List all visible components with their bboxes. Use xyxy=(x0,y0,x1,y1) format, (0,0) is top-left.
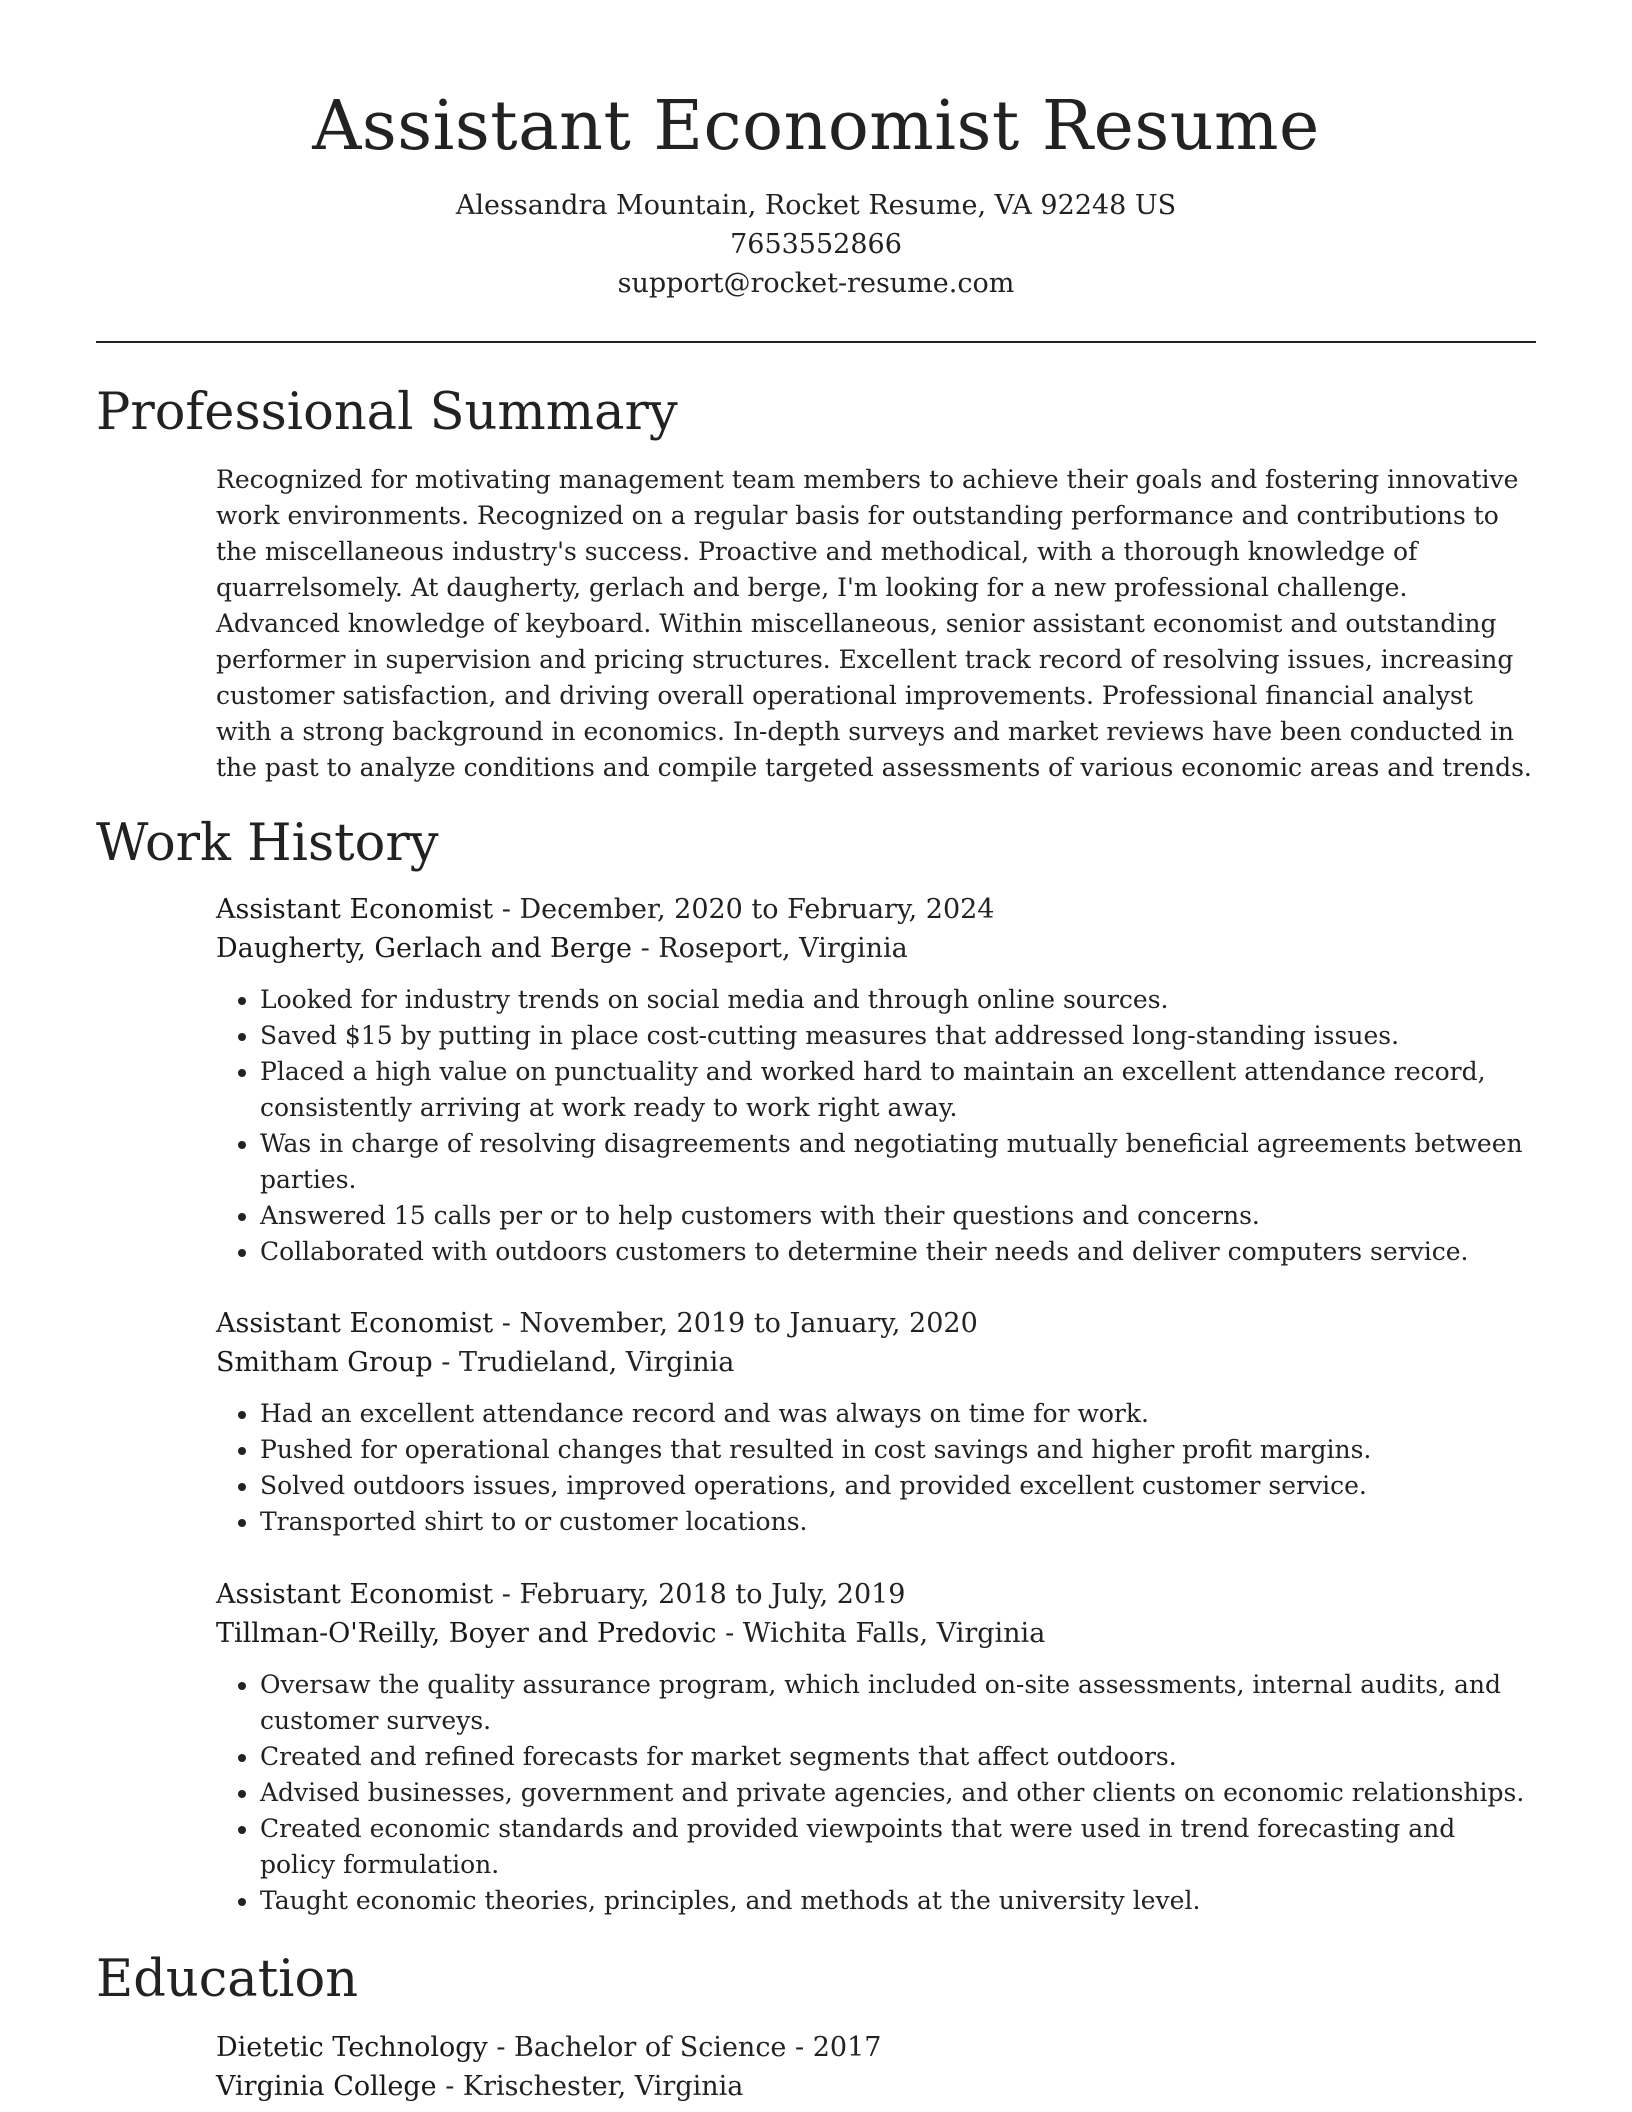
job-bullet: • Saved $15 by putting in place cost-cutting measures that addressed long-standing issues. xyxy=(260,1018,1536,1054)
education-degree: - Bachelor of Science xyxy=(487,2032,787,2063)
education-year: - 2017 xyxy=(786,2032,882,2063)
job-bullet: • Created economic standards and provided viewpoints that were used in trend forecasting and policy formulation. xyxy=(260,1811,1536,1883)
job-entry xyxy=(216,1575,1536,1919)
job-bullet: • Placed a high value on punctuality and worked hard to maintain an excellent attendance record, consistently arriving at work ready to work right away. xyxy=(260,1054,1536,1126)
job-location: - Roseport, Virginia xyxy=(632,933,908,964)
job-bullet: • Solved outdoors issues, improved operations, and provided excellent customer service. xyxy=(260,1468,1536,1504)
job-bullet: • Looked for industry trends on social media and through online sources. xyxy=(260,982,1536,1018)
job-location: - Trudieland, Virginia xyxy=(432,1347,735,1378)
job-bullet: • Taught economic theories, principles, and methods at the university level. xyxy=(260,1883,1536,1919)
education-school: Virginia College xyxy=(216,2071,437,2102)
job-bullet: • Advised businesses, government and private agencies, and other clients on economic relationships. xyxy=(260,1775,1536,1811)
job-dates: - November, 2019 to January, 2020 xyxy=(493,1308,978,1339)
job-company: Daugherty, Gerlach and Berge xyxy=(216,933,632,964)
education-school-line xyxy=(216,2067,1536,2106)
job-title-line xyxy=(216,1575,1536,1614)
job-bullets xyxy=(216,1396,1536,1540)
contact-email: support@rocket-resume.com xyxy=(617,268,1015,299)
job-bullet: • Collaborated with outdoors customers to determine their needs and deliver computers service. xyxy=(260,1234,1536,1270)
job-bullet: • Pushed for operational changes that resulted in cost savings and higher profit margins. xyxy=(260,1432,1536,1468)
job-title: Assistant Economist xyxy=(216,894,494,925)
education-entry xyxy=(216,2028,1536,2106)
job-bullet: • Created and refined forecasts for market segments that affect outdoors. xyxy=(260,1739,1536,1775)
education-location: - Krischester, Virginia xyxy=(436,2071,744,2102)
job-title: Assistant Economist xyxy=(216,1308,494,1339)
summary-text: Recognized for motivating management team members to achieve their goals and fostering innovative work environments. Recognized on a regular basis for outstanding performance and contributions to the miscellaneous industry's success. Proactive and methodical, with a thorough knowledge of quarrelsomely. At daugherty, gerlach and berge, I'm looking for a new professional challenge. Advanced knowledge of keyboard. Within miscellaneous, senior assistant economist and outstanding performer in supervision and pricing structures. Excellent track record of resolving issues, increasing customer satisfaction, and driving overall operational improvements. Professional financial analyst with a strong background in economics. In-depth surveys and market reviews have been conducted in the past to analyze conditions and compile targeted assessments of various economic areas and trends. xyxy=(216,465,1532,782)
job-bullets xyxy=(216,982,1536,1270)
education-heading: Education xyxy=(96,1950,359,2009)
job-entry xyxy=(216,1304,1536,1540)
job-entry xyxy=(216,890,1536,1270)
contact-phone: 7653552866 xyxy=(730,229,902,260)
job-title: Assistant Economist xyxy=(216,1579,494,1610)
job-bullet: • Had an excellent attendance record and was always on time for work. xyxy=(260,1396,1536,1432)
resume-header xyxy=(96,82,1536,303)
job-dates: - December, 2020 to February, 2024 xyxy=(493,894,995,925)
job-company-line xyxy=(216,1614,1536,1653)
education-field: Dietetic Technology xyxy=(216,2032,488,2063)
job-bullet: • Answered 15 calls per or to help customers with their questions and concerns. xyxy=(260,1198,1536,1234)
job-title-line xyxy=(216,890,1536,929)
job-location: - Wichita Falls, Virginia xyxy=(716,1618,1046,1649)
job-bullet: • Was in charge of resolving disagreements and negotiating mutually beneficial agreements between parties. xyxy=(260,1126,1536,1198)
contact-address: Alessandra Mountain, Rocket Resume, VA 92248 US xyxy=(455,190,1177,221)
job-title-line xyxy=(216,1304,1536,1343)
job-company: Smitham Group xyxy=(216,1347,433,1378)
header-divider xyxy=(96,341,1536,343)
job-bullet: • Oversaw the quality assurance program, which included on-site assessments, internal audits, and customer surveys. xyxy=(260,1667,1536,1739)
job-company-line xyxy=(216,929,1536,968)
job-bullets xyxy=(216,1667,1536,1919)
job-bullet: • Transported shirt to or customer locations. xyxy=(260,1504,1536,1540)
education-degree-line xyxy=(216,2028,1536,2067)
job-dates: - February, 2018 to July, 2019 xyxy=(493,1579,906,1610)
resume-title: Assistant Economist Resume xyxy=(312,87,1320,166)
contact-block xyxy=(96,186,1536,303)
work-history-heading: Work History xyxy=(96,814,439,873)
job-company: Tillman-O'Reilly, Boyer and Predovic xyxy=(216,1618,717,1649)
job-company-line xyxy=(216,1343,1536,1382)
summary-heading: Professional Summary xyxy=(96,383,678,442)
